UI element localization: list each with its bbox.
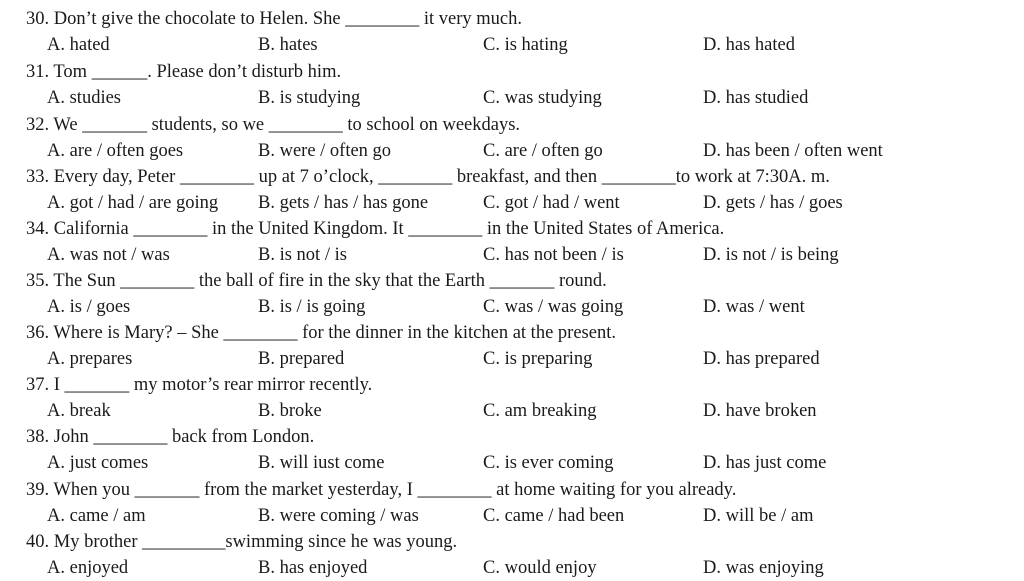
- question-38: 38. John ________ back from London.: [26, 427, 315, 447]
- q35-option-d: D. was / went: [703, 297, 805, 317]
- question-37: 37. I _______ my motor’s rear mirror recently.: [26, 375, 373, 395]
- q30-option-a: A. hated: [47, 35, 110, 55]
- q33-option-b: B. gets / has / has gone: [258, 193, 429, 213]
- q36-option-d: D. has prepared: [703, 349, 820, 369]
- q35-option-c: C. was / was going: [483, 297, 624, 317]
- q36-option-a: A. prepares: [47, 349, 133, 369]
- q31-option-d: D. has studied: [703, 88, 809, 108]
- q31-option-b: B. is studying: [258, 88, 361, 108]
- q32-option-d: D. has been / often went: [703, 141, 883, 161]
- q30-option-c: C. is hating: [483, 35, 568, 55]
- q32-option-a: A. are / often goes: [47, 141, 184, 161]
- q30-option-b: B. hates: [258, 35, 318, 55]
- q38-option-c: C. is ever coming: [483, 453, 614, 473]
- q40-option-d: D. was enjoying: [703, 558, 824, 578]
- q32-option-c: C. are / often go: [483, 141, 603, 161]
- q38-option-b: B. will iust come: [258, 453, 385, 473]
- q34-option-b: B. is not / is: [258, 245, 347, 265]
- q33-option-c: C. got / had / went: [483, 193, 620, 213]
- q34-option-c: C. has not been / is: [483, 245, 624, 265]
- q32-option-b: B. were / often go: [258, 141, 392, 161]
- question-30: 30. Don’t give the chocolate to Helen. She ________ it very much.: [26, 9, 522, 29]
- q39-option-d: D. will be / am: [703, 506, 814, 526]
- q30-option-d: D. has hated: [703, 35, 795, 55]
- q40-option-c: C. would enjoy: [483, 558, 597, 578]
- q37-option-d: D. have broken: [703, 401, 817, 421]
- question-32: 32. We _______ students, so we ________ to school on weekdays.: [26, 115, 521, 135]
- q35-option-b: B. is / is going: [258, 297, 366, 317]
- q31-option-a: A. studies: [47, 88, 121, 108]
- q33-option-a: A. got / had / are going: [47, 193, 219, 213]
- q39-option-a: A. came / am: [47, 506, 146, 526]
- question-31: 31. Tom ______. Please don’t disturb him.: [26, 62, 342, 82]
- question-36: 36. Where is Mary? – She ________ for the dinner in the kitchen at the present.: [26, 323, 616, 343]
- question-33: 33. Every day, Peter ________ up at 7 o’clock, ________ breakfast, and then ________to work at 7:30A. m.: [26, 167, 830, 187]
- q35-option-a: A. is / goes: [47, 297, 131, 317]
- q33-option-d: D. gets / has / goes: [703, 193, 843, 213]
- q37-option-c: C. am breaking: [483, 401, 597, 421]
- q36-option-b: B. prepared: [258, 349, 345, 369]
- q39-option-c: C. came / had been: [483, 506, 625, 526]
- question-34: 34. California ________ in the United Kingdom. It ________ in the United States of America.: [26, 219, 725, 239]
- q40-option-a: A. enjoyed: [47, 558, 129, 578]
- question-35: 35. The Sun ________ the ball of fire in the sky that the Earth _______ round.: [26, 271, 607, 291]
- question-40: 40. My brother _________swimming since he was young.: [26, 532, 458, 552]
- question-39: 39. When you _______ from the market yesterday, I ________ at home waiting for you already.: [26, 480, 737, 500]
- q39-option-b: B. were coming / was: [258, 506, 419, 526]
- q36-option-c: C. is preparing: [483, 349, 593, 369]
- q34-option-d: D. is not / is being: [703, 245, 839, 265]
- q40-option-b: B. has enjoyed: [258, 558, 368, 578]
- q37-option-a: A. break: [47, 401, 111, 421]
- q31-option-c: C. was studying: [483, 88, 602, 108]
- q34-option-a: A. was not / was: [47, 245, 170, 265]
- q38-option-a: A. just comes: [47, 453, 149, 473]
- q37-option-b: B. broke: [258, 401, 322, 421]
- q38-option-d: D. has just come: [703, 453, 827, 473]
